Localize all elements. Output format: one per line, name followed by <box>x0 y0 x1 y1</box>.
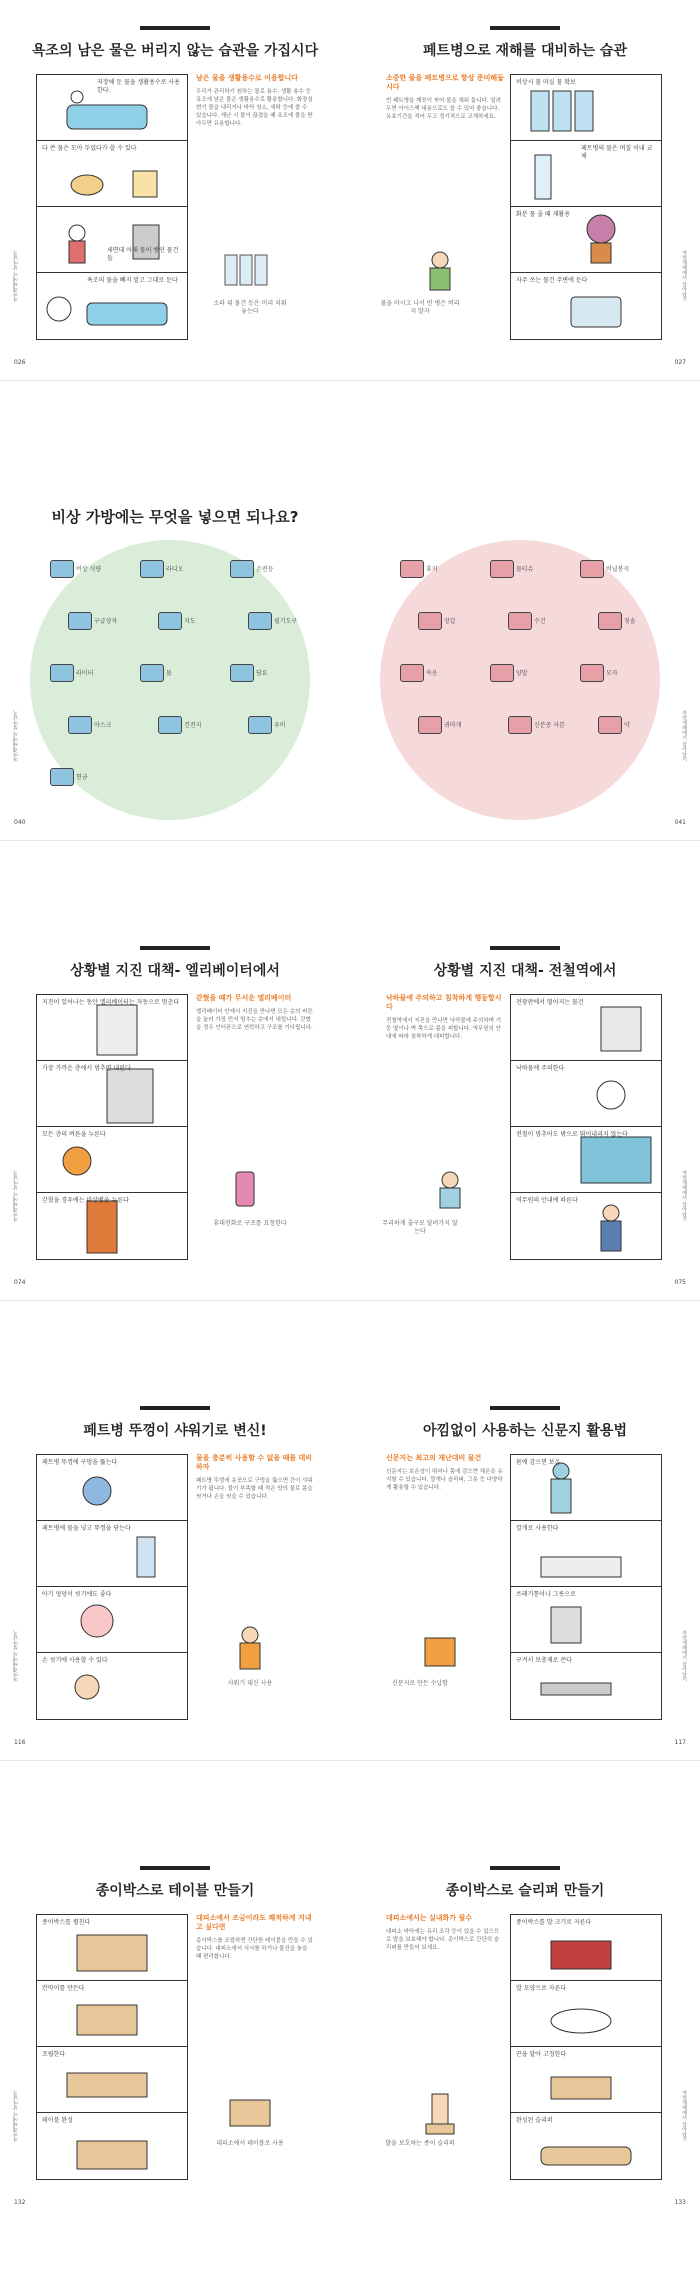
item-icon <box>68 612 92 630</box>
comic-panel: 역무원의 안내에 따른다 <box>511 1193 661 1259</box>
comic-strip <box>36 994 188 1260</box>
margin-note: 휴대전화로 구조를 요청한다 <box>213 1220 287 1227</box>
item-label: 건전지 <box>184 722 202 729</box>
side-label: 자연재해에서 살아남기 <box>13 250 19 302</box>
item-label: 필기도구 <box>274 618 298 625</box>
comic-panel: 비상시 물 마실 물 확보 <box>511 75 661 141</box>
side-label: 자연재해에서 살아남기 <box>13 1170 19 1222</box>
page-number: 075 <box>674 1279 686 1286</box>
page-number: 026 <box>14 359 26 366</box>
margin-note: 샤워기 대신 사용 <box>227 1680 273 1687</box>
item-label: 구급상자 <box>94 618 118 625</box>
margin-note: 무리하게 출구로 달려가지 않는다 <box>382 1220 458 1235</box>
page-number: 041 <box>674 819 686 826</box>
comic-panel: 페트병 뚜껑에 구멍을 뚫는다 <box>37 1455 187 1521</box>
item-icon <box>230 560 254 578</box>
person-illustration <box>420 250 460 300</box>
subtitle: 대피소에서 조금이라도 쾌적하게 지내고 싶다면 <box>196 1914 312 1931</box>
body-column <box>196 1454 314 1501</box>
person-illustration <box>230 1625 270 1675</box>
page-040 <box>0 460 350 840</box>
body-column <box>386 1914 504 1952</box>
item-label: 신분증 사본 <box>534 722 565 729</box>
page-number: 117 <box>674 1739 686 1746</box>
title-bar <box>490 946 560 950</box>
item-icon <box>580 664 604 682</box>
comic-panel: 욕조의 물을 빼지 말고 그대로 둔다 <box>37 273 187 339</box>
side-label: 자연재해에서 살아남기 <box>681 1630 687 1682</box>
body-text: 빈 페트병을 깨끗이 씻어 물을 채워 둡니다. 얼려 두면 아이스팩 대용으로도 쓸 수 있어 좋습니다. 유효기간을 적어 두고 정기적으로 교체하세요. <box>386 98 501 120</box>
item-icon <box>490 560 514 578</box>
comic-panel: 갇혔을 경우에는 비상벨을 누른다 <box>37 1193 187 1259</box>
item-icon <box>418 716 442 734</box>
page-title: 페트병 뚜껑이 샤워기로 변신! <box>83 1423 267 1439</box>
item-label: 담요 <box>256 670 268 677</box>
item-label: 현금 <box>76 774 88 781</box>
comic-panel: 칸막이를 만든다 <box>37 1981 187 2047</box>
subtitle: 낙하물에 주의하고 침착하게 행동합시다 <box>386 994 502 1011</box>
subtitle: 물을 충분히 사용할 수 없을 때를 대비하자 <box>196 1454 313 1471</box>
page-116 <box>0 1380 350 1760</box>
comic-panel: 지진이 일어나는 동안 엘리베이터는 자동으로 멈춘다 <box>37 995 187 1061</box>
body-text: 우리가 관리하기 원하는 물로 용수, 생활 용수 등 욕조에 남은 물은 생활용수로 활용합니다. 화장실 변기 물을 내리거나 바닥 청소, 세탁 등에 쓸 수 있습니다. 재난 시 물이 끊겼을 때 욕조에 물을 받아두면 유용합니다. <box>196 89 313 127</box>
comic-strip <box>36 74 188 340</box>
comic-panel: 조립한다 <box>37 2047 187 2113</box>
item-label: 모자 <box>606 670 618 677</box>
comic-strip <box>510 1454 662 1720</box>
page-075 <box>350 920 700 1300</box>
subtitle: 갇혔을 때가 무서운 엘리베이터 <box>196 994 292 1002</box>
comic-panel: 깔개로 사용한다 <box>511 1521 661 1587</box>
body-text: 대피소 바닥에는 유리 조각 등이 있을 수 있으므로 발을 보호해야 합니다. 종이박스로 간단히 슬리퍼를 만들어 보세요. <box>386 1929 500 1951</box>
page-041 <box>350 460 700 840</box>
item-icon <box>580 560 604 578</box>
body-text: 전철역에서 지진을 만나면 낙하물에 주의하며 기둥 옆이나 벽 쪽으로 몸을 피합니다. 역무원의 안내에 따라 침착하게 대피합니다. <box>386 1018 502 1040</box>
page-027 <box>350 0 700 380</box>
page-title: 종이박스로 테이블 만들기 <box>95 1883 255 1899</box>
spread-3 <box>0 920 700 1301</box>
title-bar <box>140 1406 210 1410</box>
title-bar <box>140 1866 210 1870</box>
body-text: 종이박스를 조립하면 간단한 테이블을 만들 수 있습니다. 대피소에서 식사를 하거나 물건을 놓을 때 편리합니다. <box>196 1938 313 1960</box>
body-column <box>196 74 314 128</box>
comic-strip <box>510 74 662 340</box>
foot-illustration <box>420 2090 460 2140</box>
comic-panel: 손 씻기에 사용할 수 있다 <box>37 1653 187 1719</box>
item-icon <box>248 716 272 734</box>
item-label: 귀마개 <box>444 722 462 729</box>
laundry-illustration <box>37 207 187 273</box>
subtitle: 대피소에서는 실내화가 필수 <box>386 1914 473 1922</box>
item-icon <box>68 716 92 734</box>
comic-panel: 전철이 멈추어도 밖으로 뛰어내리지 않는다 <box>511 1127 661 1193</box>
side-label: 자연재해에서 살아남기 <box>13 710 19 762</box>
item-icon <box>50 560 74 578</box>
item-label: 마스크 <box>94 722 112 729</box>
title-bar <box>140 26 210 30</box>
item-icon <box>158 612 182 630</box>
item-icon <box>598 612 622 630</box>
subtitle: 남은 물을 생활용수로 이용합니다 <box>196 74 298 82</box>
comic-panel: 화분 물 줄 때 재활용 <box>511 207 661 273</box>
comic-panel: 세면대 아래 물이 쌓인 물건들 <box>37 207 187 273</box>
item-label: 라디오 <box>166 566 184 573</box>
side-label: 자연재해에서 살아남기 <box>681 710 687 762</box>
page-number: 074 <box>14 1279 26 1286</box>
item-label: 양말 <box>516 670 528 677</box>
box-illustration <box>420 1630 460 1670</box>
subtitle: 신문지는 최고의 재난대비 물건 <box>386 1454 482 1462</box>
body-text: 페트병 뚜껑에 송곳으로 구멍을 뚫으면 간이 샤워기가 됩니다. 물이 부족할 때 적은 양의 물로 몸을 씻거나 손을 씻을 수 있습니다. <box>196 1478 313 1500</box>
page-number: 040 <box>14 819 26 826</box>
page-132 <box>0 1840 350 2220</box>
margin-note: 대피소에서 테이블로 사용 <box>216 2140 284 2147</box>
title-bar <box>490 26 560 30</box>
comic-panel: 자주 쓰는 물건 주변에 둔다 <box>511 273 661 339</box>
margin-note: 소파 위 물건 등은 미리 치워 놓는다 <box>213 300 287 315</box>
item-icon <box>400 664 424 682</box>
item-label: 칫솔 <box>624 618 636 625</box>
comic-panel: 종이박스를 펼친다 <box>37 1915 187 1981</box>
comic-panel: 발 모양으로 자른다 <box>511 1981 661 2047</box>
item-icon <box>508 716 532 734</box>
item-icon <box>140 560 164 578</box>
item-label: 속옷 <box>426 670 438 677</box>
page-title: 상황별 지진 대책- 엘리베이터에서 <box>70 963 280 979</box>
page-title: 아낌없이 사용하는 신문지 활용법 <box>423 1423 627 1439</box>
page-title: 비상 가방에는 무엇을 넣으면 되나요? <box>51 508 299 526</box>
page-133 <box>350 1840 700 2220</box>
page-title: 상황별 지진 대책- 전철역에서 <box>433 963 617 979</box>
cardboard-table-illustration <box>225 2090 275 2130</box>
comic-panel: 전광판에서 떨어지는 물건 <box>511 995 661 1061</box>
comic-panel: 다 쓴 물은 모아 두었다가 쓸 수 있다 <box>37 141 187 207</box>
item-label: 우비 <box>274 722 286 729</box>
page-117 <box>350 1380 700 1760</box>
comic-panel: 구겨서 보충재로 쓴다 <box>511 1653 661 1719</box>
spread-4 <box>0 1380 700 1761</box>
comic-strip <box>510 1914 662 2180</box>
side-label: 자연재해에서 살아남기 <box>13 1630 19 1682</box>
comic-panel: 페트병에 물을 넣고 뚜껑을 닫는다 <box>37 1521 187 1587</box>
page-number: 133 <box>674 2199 686 2206</box>
body-column <box>386 74 504 121</box>
comic-panel: 쓰레기통이나 그릇으로 <box>511 1587 661 1653</box>
item-label: 물티슈 <box>516 566 534 573</box>
item-icon <box>50 768 74 786</box>
comic-panel: 종이박스를 발 크기로 자른다 <box>511 1915 661 1981</box>
body-column <box>196 994 314 1032</box>
person-illustration <box>430 1170 470 1210</box>
item-label: 물 <box>166 670 172 677</box>
page-number: 116 <box>14 1739 26 1746</box>
item-label: 휴지 <box>426 566 438 573</box>
side-label: 자연재해에서 살아남기 <box>681 2090 687 2142</box>
body-column <box>386 1454 504 1492</box>
comic-strip <box>36 1454 188 1720</box>
page-number: 132 <box>14 2199 26 2206</box>
title-bar <box>490 1406 560 1410</box>
comic-panel: 끈을 달아 고정한다 <box>511 2047 661 2113</box>
body-column <box>196 1914 314 1961</box>
item-icon <box>230 664 254 682</box>
title-bar <box>140 946 210 950</box>
side-label: 자연재해에서 살아남기 <box>13 2090 19 2142</box>
page-title: 종이박스로 슬리퍼 만들기 <box>445 1883 605 1899</box>
comic-panel: 낙하물에 주의한다 <box>511 1061 661 1127</box>
item-icon <box>598 716 622 734</box>
title-bar <box>490 1866 560 1870</box>
comic-panel: 페트병의 물은 며칠 이내 교체 <box>511 141 661 207</box>
spread-5 <box>0 1840 700 2220</box>
item-icon <box>140 664 164 682</box>
comic-panel: 아기 엉덩이 씻기에도 좋다 <box>37 1587 187 1653</box>
item-icon <box>50 664 74 682</box>
item-icon <box>418 612 442 630</box>
side-label: 자연재해에서 살아남기 <box>681 1170 687 1222</box>
subtitle: 소중한 물을 페트병으로 항상 준비해둡시다 <box>386 74 504 91</box>
item-icon <box>400 560 424 578</box>
spread-1 <box>0 0 700 381</box>
body-text: 엘리베이터 안에서 지진을 만나면 모든 층의 버튼을 눌러 가장 먼저 멈추는 층에서 내립니다. 갇혔을 경우 인터폰으로 연락하고 구조를 기다립니다. <box>196 1009 313 1031</box>
side-label: 자연재해에서 살아남기 <box>681 250 687 302</box>
item-label: 비상 식량 <box>76 566 102 573</box>
item-icon <box>158 716 182 734</box>
page-number: 027 <box>674 359 686 366</box>
page-title: 욕조의 남은 물은 버리지 않는 습관을 가집시다 <box>31 43 319 59</box>
page-074 <box>0 920 350 1300</box>
comic-panel: 완성된 슬리퍼 <box>511 2113 661 2179</box>
phone-illustration <box>230 1170 260 1210</box>
bottles-illustration <box>220 250 280 290</box>
comic-panel: 저장해 둔 물을 생활용수로 사용한다. <box>37 75 187 141</box>
margin-note: 신문지로 만든 수납함 <box>392 1680 448 1687</box>
item-icon <box>248 612 272 630</box>
margin-note: 물을 마시고 나서 빈 병은 버리지 말자 <box>380 300 460 315</box>
item-label: 장갑 <box>444 618 456 625</box>
page-title: 페트병으로 재해를 대비하는 습관 <box>423 43 627 59</box>
comic-strip <box>510 994 662 1260</box>
page-026 <box>0 0 350 380</box>
item-label: 비닐봉지 <box>606 566 630 573</box>
item-icon <box>508 612 532 630</box>
spread-2 <box>0 460 700 841</box>
comic-panel: 가장 가까운 층에서 멈추면 내린다 <box>37 1061 187 1127</box>
comic-panel: 모든 층의 버튼을 누른다 <box>37 1127 187 1193</box>
item-icon <box>490 664 514 682</box>
body-text: 신문지는 보온성이 뛰어나 몸에 감으면 체온을 유지할 수 있습니다. 깔개나 슬리퍼, 그릇 등 다양하게 활용할 수 있습니다. <box>386 1469 503 1491</box>
item-label: 지도 <box>184 618 196 625</box>
comic-panel: 테이블 완성 <box>37 2113 187 2179</box>
item-label: 손전등 <box>256 566 274 573</box>
item-label: 약 <box>624 722 630 729</box>
comic-panel: 몸에 감으면 보온 <box>511 1455 661 1521</box>
comic-strip <box>36 1914 188 2180</box>
item-label: 수건 <box>534 618 546 625</box>
margin-note: 발을 보호하는 종이 슬리퍼 <box>385 2140 455 2147</box>
body-column <box>386 994 504 1041</box>
item-label: 라이터 <box>76 670 94 677</box>
